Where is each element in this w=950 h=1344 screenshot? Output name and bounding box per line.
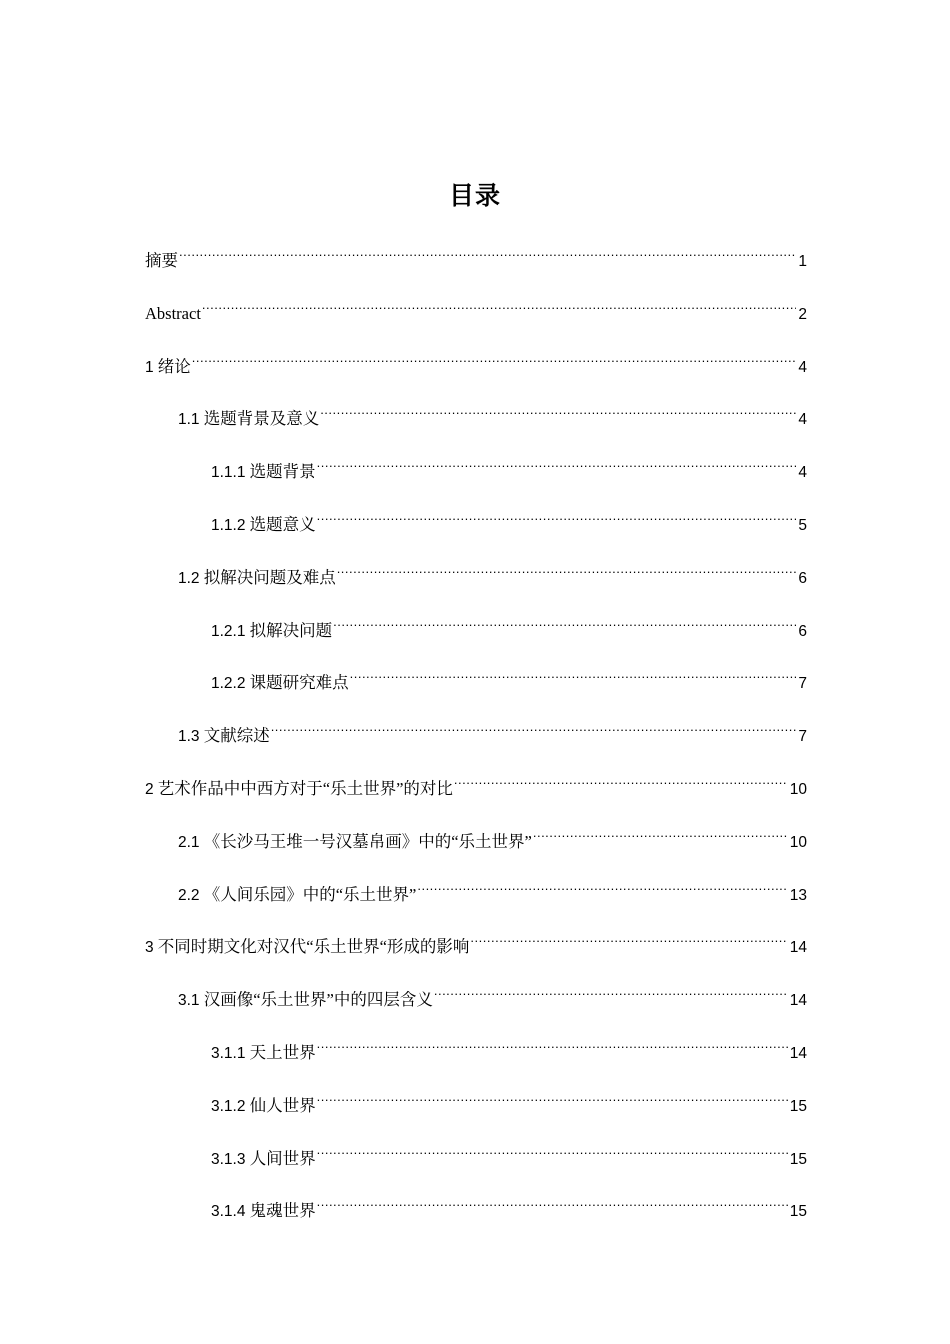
toc-entry-number: 2.2 [178,886,200,904]
toc-entry-text: 拟解决问题 [249,620,333,640]
toc-entry-label [178,563,336,594]
toc-entry-label [211,457,316,488]
toc-entry[interactable] [211,447,807,482]
toc-entry-number: 2.1 [178,833,200,851]
toc-entry[interactable] [178,711,807,746]
toc-entry[interactable] [211,606,807,640]
toc-page-number: 6 [798,622,807,640]
toc-entry-text: 绪论 [157,356,191,376]
toc-entry-number: 3.1.3 [211,1150,246,1168]
toc-page-number: 1 [798,253,807,270]
toc-entry-label [178,985,433,1016]
dot-leader [333,606,796,636]
dot-leader [317,447,797,477]
toc-entry-label [145,932,469,963]
toc-entry[interactable] [211,500,807,534]
toc-entry-number: 1.2.2 [211,675,246,693]
toc-entry-text: 《长沙马王堆一号汉墓帛画》中的“乐土世界” [203,831,532,851]
toc-entry-text: 选题意义 [249,515,316,534]
dot-leader [320,394,796,424]
toc-page-number: 15 [789,1203,807,1221]
toc-entry[interactable] [178,975,807,1010]
dot-leader [317,1186,788,1216]
toc-page-number: 4 [798,464,807,482]
toc-page-number: 4 [798,411,807,429]
toc-page-number: 14 [789,1045,807,1062]
toc-page-number: 15 [789,1097,807,1115]
toc-page-number: 15 [789,1150,807,1168]
toc-entry-label [211,1196,316,1227]
toc-entry[interactable] [145,922,807,957]
toc-entry[interactable] [145,342,807,376]
toc-entry[interactable] [211,658,807,693]
dot-leader [434,975,788,1005]
toc-entry-text: 摘要 [145,251,178,270]
toc-page-number: 13 [789,886,807,904]
toc-entry-number: 2 [145,781,154,798]
toc-entry-number: 3.1.1 [211,1045,246,1062]
toc-entry-number: 1.2.1 [211,622,246,640]
toc-entry[interactable] [211,1081,807,1115]
toc-page-number: 4 [798,358,807,376]
dot-leader [533,817,788,847]
toc-page-number: 2 [798,305,807,323]
dot-leader [417,870,787,900]
toc-entry-number: 3.1.2 [211,1097,246,1115]
toc-entry[interactable] [178,394,807,429]
toc-entry-label [211,668,349,699]
toc-entry-text: 课题研究难点 [249,673,349,693]
toc-entry[interactable] [211,1186,807,1221]
toc-page-number: 5 [798,517,807,534]
toc-page-number: 10 [789,833,807,851]
toc-entry[interactable] [178,870,807,904]
toc-entry-text: 仙人世界 [249,1095,316,1115]
toc-entry-label [145,299,201,329]
toc-entry-number: 1 [145,358,154,376]
toc-entry-label [211,510,316,541]
dot-leader [192,342,797,372]
toc-page-number: 6 [798,569,807,587]
toc-page-number: 14 [789,992,807,1010]
toc-entry-text: Abstract [145,303,201,323]
toc-entry[interactable] [211,1028,807,1062]
toc-entry-label [145,774,453,805]
toc-entry-number: 1.1 [178,411,200,429]
dot-leader [317,1081,788,1111]
toc-entry[interactable] [145,764,807,798]
toc-entry-number: 3 [145,939,154,957]
dot-leader [317,1028,788,1058]
dot-leader [454,764,788,794]
toc-entry[interactable] [211,1134,807,1168]
dot-leader [350,658,797,688]
toc-entry[interactable] [178,553,807,587]
toc-entry-label [178,721,270,752]
toc-page-number: 7 [798,728,807,746]
toc-entry-label [211,1144,316,1175]
toc-page-number: 10 [789,781,807,798]
toc-entry-label [145,246,178,276]
toc-entry-text: 天上世界 [249,1043,316,1062]
toc-entry-text: 鬼魂世界 [249,1201,316,1221]
toc-entry-number: 1.3 [178,728,200,746]
toc-entry-text: 不同时期文化对汉代“乐土世界“形成的影响 [157,937,470,957]
toc-entry-number: 1.1.2 [211,517,246,534]
toc-entry[interactable] [178,817,807,851]
toc-entry[interactable] [145,236,807,270]
dot-leader [202,289,796,319]
toc-entry-label [178,880,416,911]
toc-entry-text: 文献综述 [203,726,270,746]
toc-title: 目录 [448,181,501,210]
dot-leader [271,711,797,741]
toc-entry-number: 1.2 [178,569,200,587]
toc-entry-number: 1.1.1 [211,464,246,482]
toc-entry-label [211,616,332,647]
toc-page-number: 14 [789,939,807,957]
toc-entry-label [211,1091,316,1122]
toc-entry-label [145,352,191,383]
toc-entry-text: 拟解决问题及难点 [203,567,336,587]
toc-entry-label [178,404,319,435]
toc-entry-text: 汉画像“乐土世界”中的四层含义 [203,990,433,1010]
toc-entry-text: 人间世界 [249,1148,316,1168]
toc-page-number: 7 [798,675,807,693]
toc-entry-number: 3.1.4 [211,1203,246,1221]
toc-entry[interactable] [145,289,807,323]
dot-leader [317,1134,788,1164]
dot-leader [470,922,787,952]
toc-entry-text: 《人间乐园》中的“乐土世界” [203,884,417,904]
toc-entry-label [211,1038,316,1069]
toc-entry-text: 艺术作品中中西方对于“乐土世界”的对比 [157,779,453,798]
dot-leader [317,500,797,530]
toc-entry-text: 选题背景 [249,462,316,482]
toc-entry-number: 3.1 [178,992,200,1010]
dot-leader [337,553,797,583]
toc-entry-label [178,827,532,858]
toc-entry-text: 选题背景及意义 [203,409,320,429]
dot-leader [179,236,796,266]
